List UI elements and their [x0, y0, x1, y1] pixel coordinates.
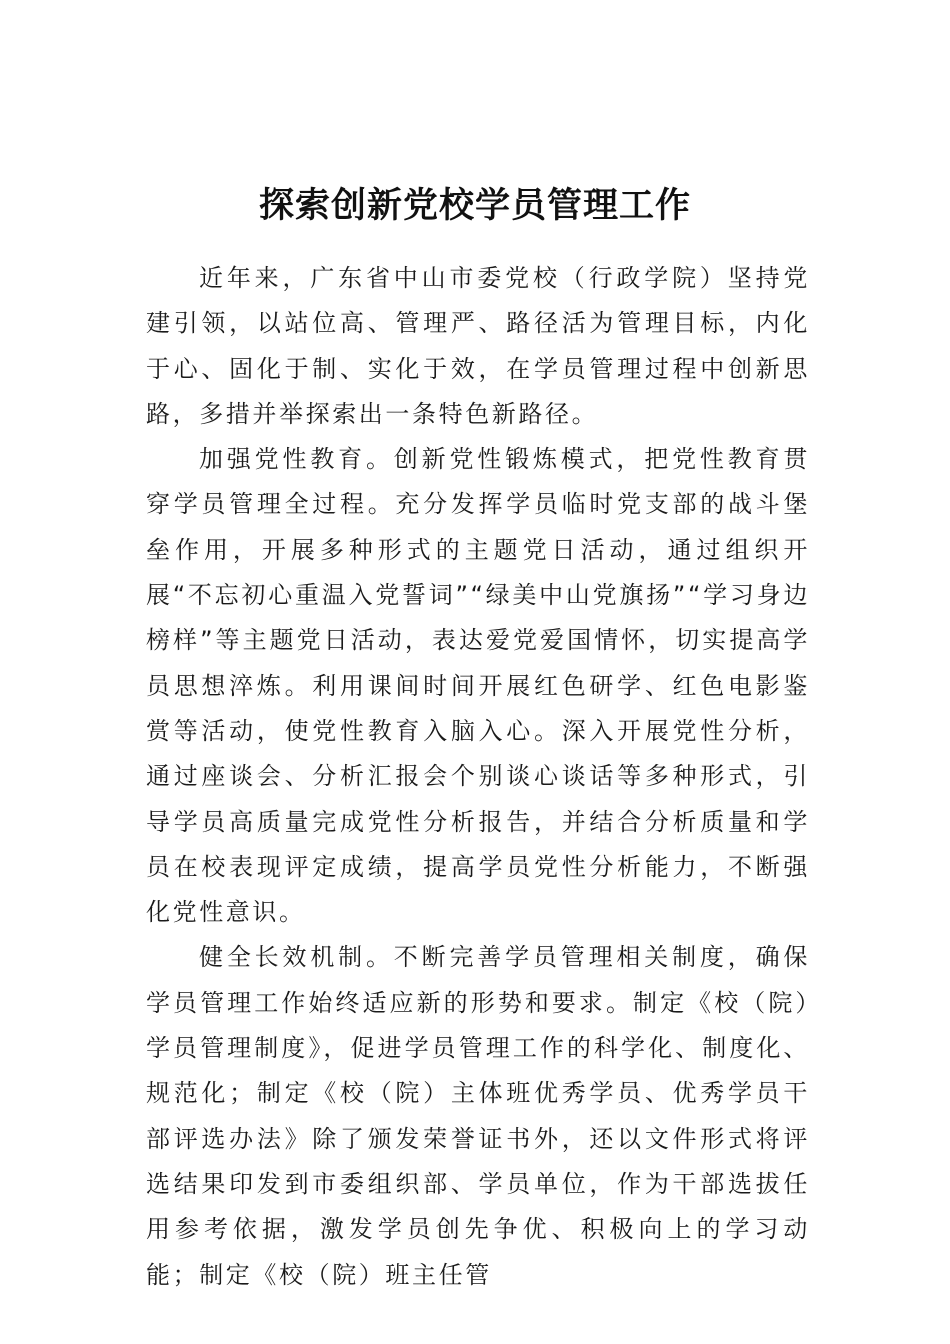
- paragraph-long-term-mechanism: 健全长效机制。不断完善学员管理相关制度，确保学员管理工作始终适应新的形势和要求。制定《校（院）学员管理制度》，促进学员管理工作的科学化、制度化、规范化；制定《校（院）主体班优秀学员、优秀学员干部评选办法》除了颁发荣誉证书外，还以文件形式将评选结果印发到市委组织部、学员单位，作为干部选拔任用参考依据，激发学员创先争优、积极向上的学习动能；制定《校（院）班主任管: [146, 943, 810, 1289]
- document-title: 探索创新党校学员管理工作: [258, 185, 691, 227]
- paragraph-party-education: 加强党性教育。创新党性锻炼模式，把党性教育贯穿学员管理全过程。充分发挥学员临时党支部的战斗堡垒作用，开展多种形式的主题党日活动，通过组织开展“不忘初心重温入党誓词”“绿美中山党旗扬”“学习身边榜样”等主题党日活动，表达爱党爱国情怀，切实提高学员思想淬炼。利用课间时间开展红色研学、红色电影鉴赏等活动，使党性教育入脑入心。深入开展党性分析，通过座谈会、分析汇报会个别谈心谈话等多种形式，引导学员高质量完成党性分析报告，并结合分析质量和学员在校表现评定成绩，提高学员党性分析能力，不断强化党性意识。: [146, 445, 810, 927]
- paragraph-intro: 近年来，广东省中山市委党校（行政学院）坚持党建引领，以站位高、管理严、路径活为管理目标，内化于心、固化于制、实化于效，在学员管理过程中创新思路，多措并举探索出一条特色新路径。: [146, 264, 810, 428]
- document-body: [146, 256, 810, 1298]
